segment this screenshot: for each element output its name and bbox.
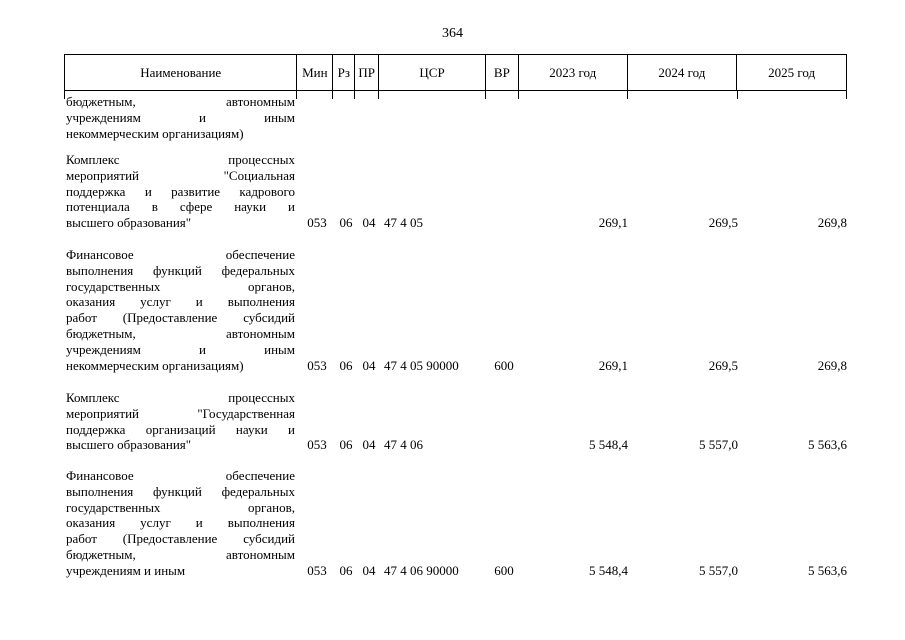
row-name-line: работ (Предоставление субсидий <box>66 531 295 547</box>
header-2025: 2025 год <box>768 64 816 80</box>
row-pr: 04 <box>362 215 376 231</box>
row-name-line: учреждениям и иным <box>66 109 295 125</box>
row-name-line: некоммерческим организациям) <box>66 357 244 373</box>
row-name-line: работ (Предоставление субсидий <box>66 310 295 326</box>
row-2025: 5 563,6 <box>808 437 847 453</box>
row-2025: 269,8 <box>817 215 847 231</box>
row-min: 053 <box>307 357 327 373</box>
column-divider <box>846 91 847 99</box>
page-number: 364 <box>442 26 463 41</box>
row-csr: 47 4 06 <box>384 437 423 453</box>
header-2023: 2023 год <box>519 55 628 90</box>
row-name-line: высшего образования" <box>66 215 192 231</box>
row-rz: 06 <box>339 357 353 373</box>
row-name-line: потенциала в сфере науки и <box>66 199 295 215</box>
row-2024: 269,5 <box>708 215 738 231</box>
row-rz: 06 <box>339 215 353 231</box>
row-name <box>66 94 295 141</box>
row-name-line: государственных органов, <box>66 278 295 294</box>
header-csr: ЦСР <box>379 55 486 90</box>
row-name <box>66 390 295 453</box>
header-pr: ПР <box>355 55 379 90</box>
row-csr: 47 4 05 90000 <box>384 357 459 373</box>
row-name-line: бюджетным, автономным <box>66 94 295 109</box>
row-2024: 5 557,0 <box>699 437 738 453</box>
row-vr: 600 <box>494 562 514 578</box>
row-pr: 04 <box>362 562 376 578</box>
row-name <box>66 247 295 373</box>
column-divider <box>627 91 628 99</box>
row-name-line: бюджетным, автономным <box>66 325 295 341</box>
row-2025: 269,8 <box>817 357 847 373</box>
header-2024: 2024 год <box>628 55 738 90</box>
row-vr: 600 <box>494 357 514 373</box>
header-rz: Рз <box>333 55 355 90</box>
column-divider <box>737 91 738 99</box>
column-divider <box>518 91 519 99</box>
row-name <box>66 468 295 579</box>
row-2024: 269,5 <box>708 357 738 373</box>
row-rz: 06 <box>339 437 353 453</box>
row-name-line: выполнения функций федеральных <box>66 483 295 499</box>
column-divider <box>296 91 297 99</box>
row-2024: 5 557,0 <box>699 562 738 578</box>
row-2025: 5 563,6 <box>808 562 847 578</box>
row-name-line: поддержка организаций науки и <box>66 421 295 437</box>
row-pr: 04 <box>362 437 376 453</box>
row-pr: 04 <box>362 357 376 373</box>
row-name-line: Финансовое обеспечение <box>66 468 295 483</box>
row-name-line: мероприятий "Социальная <box>66 167 295 183</box>
row-name-line: Финансовое обеспечение <box>66 247 295 262</box>
column-divider <box>354 91 355 99</box>
row-name-line: оказания услуг и выполнения <box>66 294 295 310</box>
row-csr: 47 4 06 90000 <box>384 562 459 578</box>
row-name-line: высшего образования" <box>66 437 192 453</box>
row-2023: 269,1 <box>598 357 628 373</box>
row-name <box>66 152 295 231</box>
row-name-line: государственных органов, <box>66 499 295 515</box>
row-name-line: бюджетным, автономным <box>66 546 295 562</box>
column-divider <box>332 91 333 99</box>
row-rz: 06 <box>339 562 353 578</box>
row-csr: 47 4 05 <box>384 215 423 231</box>
row-name-line: некоммерческим организациям) <box>66 125 244 141</box>
column-divider <box>485 91 486 99</box>
table-body <box>64 91 847 640</box>
row-2023: 269,1 <box>598 215 628 231</box>
row-name-line: учреждениям и иным <box>66 562 186 578</box>
row-name-line: Комплекс процессных <box>66 390 295 405</box>
row-min: 053 <box>307 562 327 578</box>
row-name-line: поддержка и развитие кадрового <box>66 183 295 199</box>
table-header <box>64 54 847 91</box>
row-min: 053 <box>307 437 327 453</box>
row-name-line: Комплекс процессных <box>66 152 295 167</box>
column-divider <box>378 91 379 99</box>
row-name-line: учреждениям и иным <box>66 341 295 357</box>
header-name: Наименование <box>65 55 297 90</box>
column-divider <box>64 91 65 99</box>
row-2023: 5 548,4 <box>589 562 628 578</box>
row-name-line: выполнения функций федеральных <box>66 262 295 278</box>
row-name-line: мероприятий "Государственная <box>66 405 295 421</box>
row-name-line: оказания услуг и выполнения <box>66 515 295 531</box>
header-vr: ВР <box>486 55 519 90</box>
row-2023: 5 548,4 <box>589 437 628 453</box>
row-min: 053 <box>307 215 327 231</box>
header-min: Мин <box>297 55 333 90</box>
